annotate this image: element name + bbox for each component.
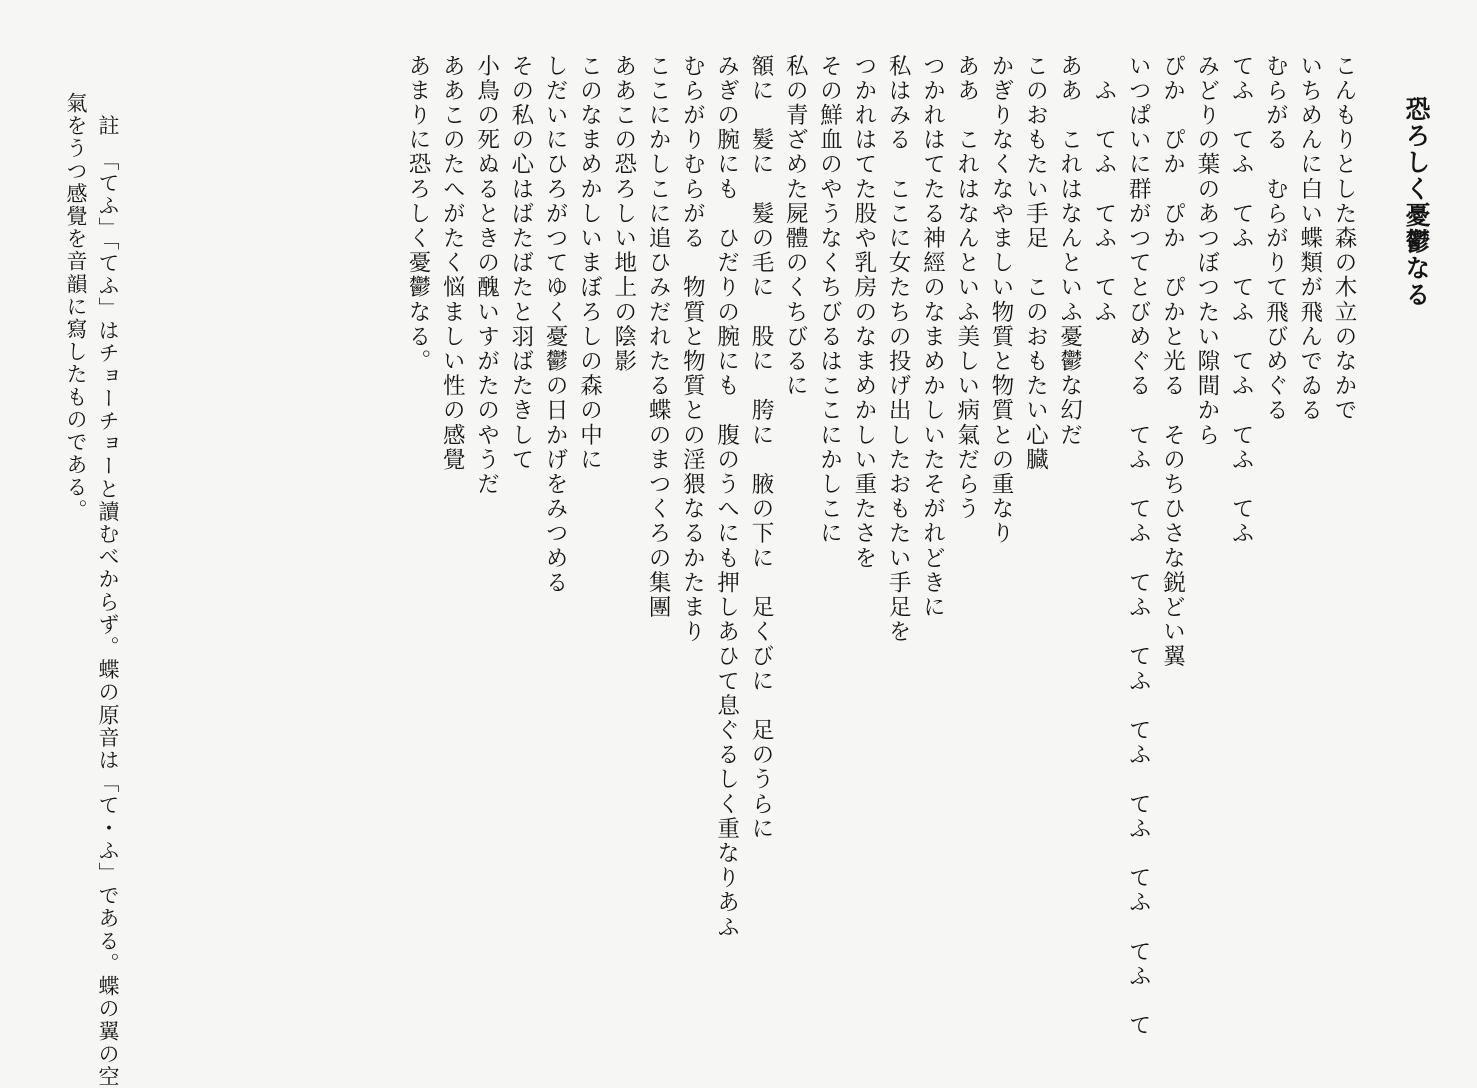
footnote	[60, 92, 124, 1088]
poem-line: ああ これはなんといふ美しい病氣だらう	[953, 54, 980, 522]
poem-line: ふ てふ てふ てふ	[1090, 54, 1117, 325]
poem-line: このおもたい手足 このおもたい心臓	[1022, 54, 1049, 473]
poem-line: あまりに恐ろしく憂鬱なる。	[404, 54, 431, 374]
poem-line: つかれはてた股や乳房のなまめかしい重たさを	[850, 54, 877, 571]
poem-line: このなまめかしいまぼろしの森の中に	[576, 54, 603, 473]
poem-line: つかれはてたる神經のなまめかしいたそがれどきに	[919, 54, 946, 620]
poem-line: 私はみる ここに女たちの投げ出したおもたい手足を	[885, 54, 912, 645]
poem-line: 額に 髮に 髮の毛に 股に 胯に 腋の下に 足くびに 足のうらに	[747, 54, 774, 842]
poem-line: しだいにひろがつてゆく憂鬱の日かげをみつめる	[542, 54, 569, 596]
poem-line: てふ てふ てふ てふ てふ てふ てふ	[1228, 54, 1255, 546]
poem-line: ああこの恐ろしい地上の陰影	[610, 54, 637, 374]
poem-line: むらがる むらがりて飛びめぐる	[1262, 54, 1289, 423]
poem-line: ああ これはなんといふ憂鬱な幻だ	[1056, 54, 1083, 448]
poem-title: 恐ろしく憂鬱なる	[1402, 96, 1431, 308]
poem-line: みぎの腕にも ひだりの腕にも 腹のうへにも押しあひて息ぐるしく重なりあふ	[713, 54, 740, 940]
poem-line: 私の青ざめた屍體のくちびるに	[782, 54, 809, 399]
poem-line: ああこのたへがたく悩ましい性の感覺	[439, 54, 466, 473]
poem-line: むらがりむらがる 物質と物質との淫猥なるかたまり	[679, 54, 706, 645]
poem-line: ぴか ぴか ぴか ぴかと光る そのちひさな鋭どい翼	[1159, 54, 1186, 669]
poem-line: いちめんに白い蝶類が飛んでゐる	[1296, 54, 1323, 423]
footnote-line: 註 「てふ」「てふ」はチョーチョーと讀むべからず。蝶の原音は「て・ふ」である。蝶の翼の空	[96, 92, 120, 1088]
poem-body	[401, 54, 1361, 1064]
poem-line: みどりの葉のあつぼつたい隙間から	[1193, 54, 1220, 448]
poem-line: その私の心はばたばたと羽ばたきして	[507, 54, 534, 473]
poem-line: かぎりなくなやましい物質と物質との重なり	[988, 54, 1015, 546]
poem-line: こんもりとした森の木立のなかで	[1331, 54, 1357, 423]
poem-line: ここにかしこに追ひみだれたる蝶のまつくろの集團	[645, 54, 672, 620]
poem-line: その鮮血のやうなくちびるはここにかしこに	[816, 54, 843, 546]
poem-line: いつぱいに群がつてとびめぐる てふ てふ てふ てふ てふ てふ てふ てふ て	[1125, 54, 1152, 1038]
footnote-line: 氣をうつ感覺を音韻に寫したものである。	[64, 92, 88, 522]
poem-line: 小鳥の死ぬるときの醜いすがたのやうだ	[473, 54, 500, 497]
